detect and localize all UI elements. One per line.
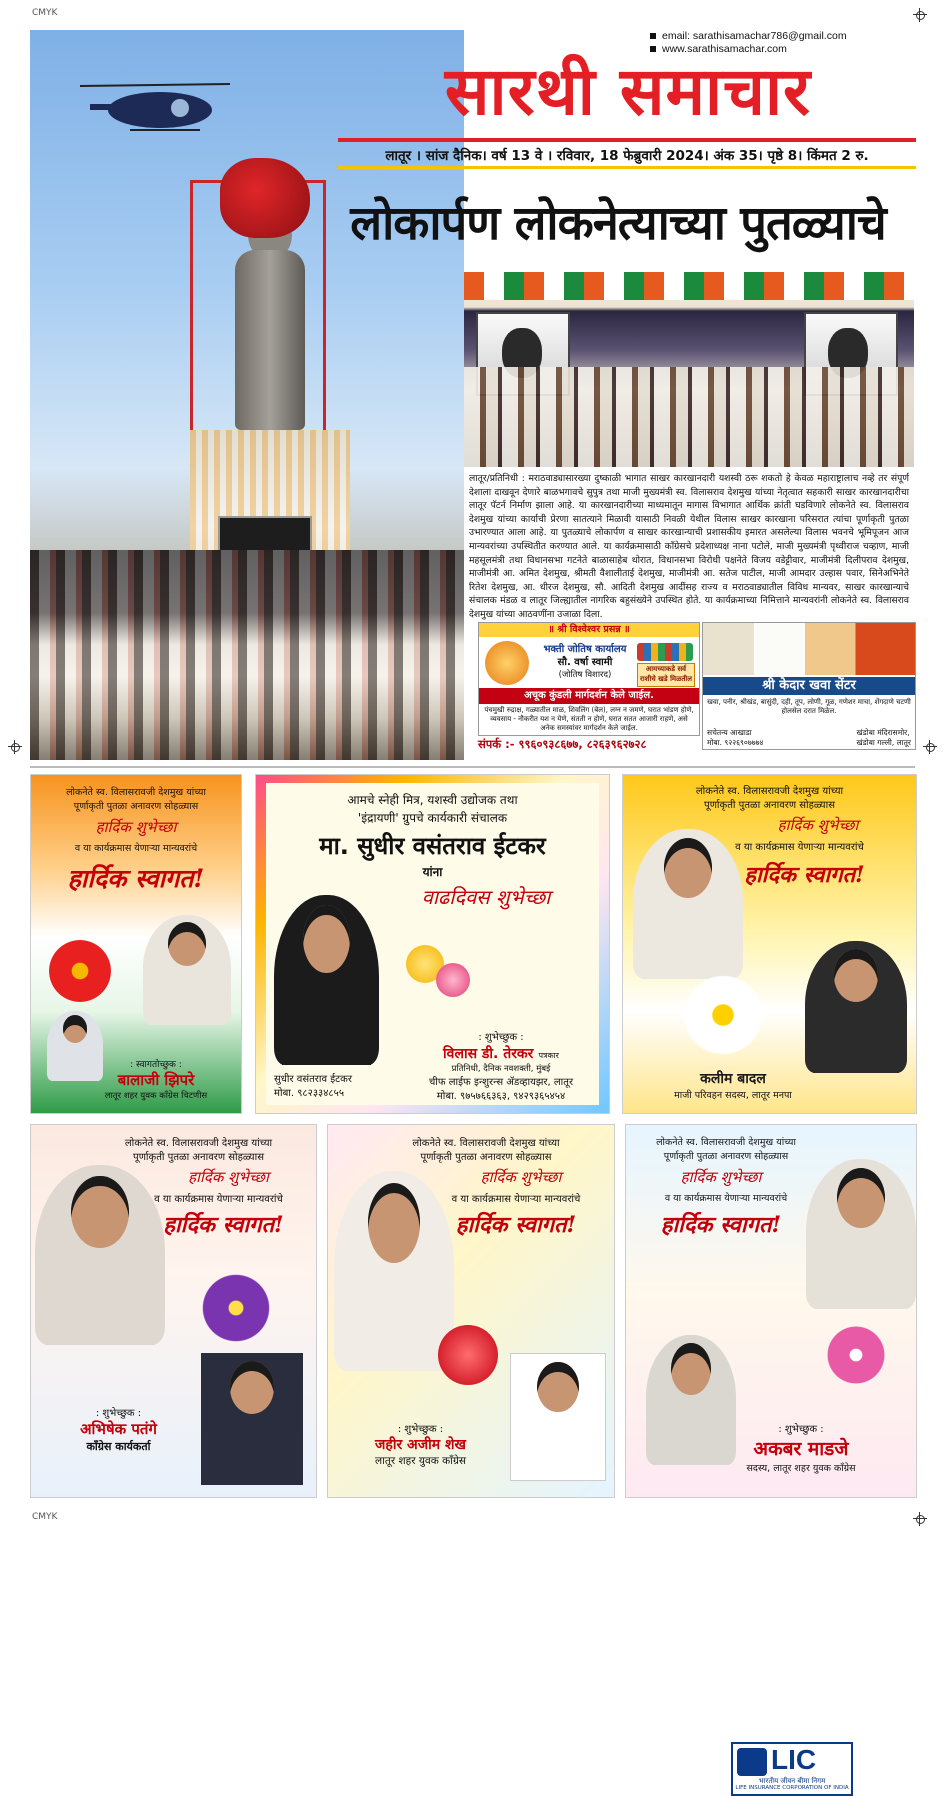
leader-portrait xyxy=(143,915,231,1025)
crosshair-icon xyxy=(8,740,22,754)
ad-details: पंचमुखी रुद्राक्ष, गळ्यातील माळ, शिवलिंग (बेल), लग्न न जमणे, घरात भांडण होणे, व्यवसाय - नौकरीत यश न येणे, संतती न होणे, घरात सतत आजारी राहणे, असे अनेक समस्यांवर मार्गदर्शन केले जाईल. xyxy=(484,706,694,732)
plaque xyxy=(218,516,312,554)
dateline: लातूर । सांज दैनिक। वर्ष 13 वे । रविवार, 18 फेब्रुवारी 2024। अंक 35। पृष्ठे 8। किंमत 2 रु. xyxy=(385,148,869,164)
ad-name: भक्ती जोतिष कार्यालय सौ. वर्षा स्वामी (जोतिष विशारद) xyxy=(543,644,627,680)
wisher-role: सदस्य, लातूर शहर युवक कॉंग्रेस xyxy=(746,1463,856,1474)
statue xyxy=(235,250,305,430)
greeting-ad-6: लोकनेते स्व. विलासरावजी देशमुख यांच्या पूर्णाकृती पुतळा अनावरण सोहळ्यास हार्दिक शुभेच्छा व या कार्यक्रमास येणाऱ्या मान्यवरांचे हार्दिक स्वागत! : शुभेच्छुक : अकबर माडजे सदस्य, लातूर शहर युवक कॉंग्रेस xyxy=(625,1124,917,1498)
greeting-ad-1: लोकनेते स्व. विलासरावजी देशमुख यांच्या पूर्णाकृती पुतळा अनावरण सोहळ्यास हार्दिक शुभेच्छा व या कार्यक्रमास येणाऱ्या मान्यवरांचे हार्दिक स्वागत! : स्वागतोच्छुक : बालाजी झिपरे लातूर शहर युवक कॉंग्रेस चिटणीस xyxy=(30,774,242,1114)
wisher-portrait xyxy=(201,1353,303,1485)
wisher-name: बालाजी झिपरे xyxy=(117,1071,195,1089)
event-stage-photo xyxy=(464,272,914,467)
divider xyxy=(338,138,916,142)
astrology-ad xyxy=(478,622,700,736)
lic-logo: LIC भारतीय जीवन बीमा निगम LIFE INSURANCE CORPORATION OF INDIA xyxy=(731,1742,853,1796)
wisher-role: कॉंग्रेस कार्यकर्ता xyxy=(86,1440,151,1453)
ad-band: अचूक कुंडली मार्गदर्शन केले जाईल. xyxy=(479,688,699,704)
cmyk-mark-bottom: CMYK xyxy=(32,1512,58,1522)
red-cloth xyxy=(220,158,310,238)
masthead-title: सारथी समाचार xyxy=(444,53,812,130)
crosshair-icon xyxy=(913,8,927,22)
wisher-label: : स्वागतोच्छुक : xyxy=(130,1060,182,1070)
headline: लोकार्पण लोकनेत्याच्या पुतळ्याचे xyxy=(350,196,886,251)
leader-portrait xyxy=(35,1165,165,1345)
article-body: लातूर/प्रतिनिधी : मराठवाड्यासारख्या दुष्काळी भागात साखर कारखानदारी यशस्वी ठरू शकतो हे केवळ महाराष्ट्रालाच नव्हे तर संपूर्ण देशाला दाखवून देणारे बाळभगावचे सुपुत्र तथा माजी मुख्यमंत्री स्व. विलासराव देशमुख यांच्या नेतृत्वात सहकारी साखर कारखानदारीचा लातूर पॅटर्न निर्माण झाला आहे. या कारखानदारीच्या माध्यमातून मागास विभागात आर्थिक क्रांती घडविणारे लोकनेते स्व. विलासराव देशमुख यांच्या कार्याची प्रेरणा सातत्याने मिळावी यासाठी निवळी येथील विलास साखर कारखाना परिसरात त्यांचा पूर्णाकृती पुतळा उभारण्यात आला आहे. या पुतळ्याचे लोकार्पण व साखर कारखान्याची प्रशासकीय इमारत असलेल्या विलास भवनचे भूमिपूजन आज मान्यवरांच्या उपस्थितीत करण्यात आले. या कार्यक्रमासाठी कॉंग्रेसचे प्रदेशाध्यक्ष नाना पटोले, माजी मुख्यमंत्री पृथ्वीराज चव्हाण, माजी महसूलमंत्री तथा विधानसभा गटनेते बाळासाहेब थोरात, विधानसभा विरोधी पक्षनेते विजय वडेट्टीवार, माजीमंत्री दिलीपराव देशमुख, माजीमंत्री आ. अमित देशमुख, श्रीमती वैशालीताई देशमुख, माजीमंत्री आ. सतेज पाटील, माजी आमदार उल्हास पवार, सिनेअभिनेते रितेश देशमुख, आ. धीरज देशमुख, सौ. आदिती देशमुख आदींसह राज्य व मराठवाड्यातील विविध मान्यवर, साखर कारखान्याचे संचालक मंडळ व लातूर जिल्ह्यातील नागरिक बहुसंख्येने उपस्थित होते. या कार्यक्रमाच्या निमित्ताने मान्यवरांनी लोकनेते स्व. विलासराव देशमुख यांच्या आठवणींना उजाळा दिला. xyxy=(469,473,909,620)
crowd xyxy=(30,550,464,760)
wisher-name: कलीम बादल xyxy=(700,1071,766,1087)
khawa-center-ad xyxy=(702,622,916,750)
rose-flower-icon xyxy=(438,1325,498,1385)
cmyk-mark-top: CMYK xyxy=(32,8,58,18)
website-line: www.sarathisamachar.com xyxy=(650,43,787,55)
wisher-portrait xyxy=(805,941,907,1073)
wisher-role: माजी परिवहन सदस्य, लातूर मनपा xyxy=(674,1090,792,1101)
ad-band: श्री केदार खवा सेंटर xyxy=(703,677,915,695)
greeting-ad-4: लोकनेते स्व. विलासरावजी देशमुख यांच्या पूर्णाकृती पुतळा अनावरण सोहळ्यास हार्दिक शुभेच्छा व या कार्यक्रमास येणाऱ्या मान्यवरांचे हार्दिक स्वागत! : शुभेच्छुक : अभिषेक पतंगे कॉंग्रेस कार्यकर्ता xyxy=(30,1124,317,1498)
wisher-name: अकबर माडजे xyxy=(753,1438,849,1460)
crocus-flower-icon xyxy=(201,1273,271,1343)
ganesh-icon xyxy=(485,641,529,685)
dairy-products-photo xyxy=(703,623,915,675)
wisher-role: लातूर शहर युवक कॉंग्रेस xyxy=(375,1455,466,1467)
rose-flower-icon xyxy=(436,963,470,997)
wisher-name: विलास डी. तेरकर xyxy=(443,1046,534,1062)
wisher-role: लातूर शहर युवक कॉंग्रेस चिटणीस xyxy=(104,1091,208,1101)
helicopter-icon xyxy=(70,80,240,140)
divider xyxy=(338,166,916,169)
wisher-name: अभिषेक पतंगे xyxy=(80,1420,157,1438)
ad-phone: संपर्क :- ९९६०९३८६७७, ८२६३९६२७२८ xyxy=(478,737,647,751)
honoree-portrait xyxy=(274,895,379,1065)
birthday-ad: आमचे स्नेही मित्र, यशस्वी उद्योजक तथा 'इंद्रायणी' ग्रुपचे कार्यकारी संचालक मा. सुधीर वसंतराव ईटकर यांना वाढदिवस शुभेच्छा LIC भारतीय जीवन बीमा निगम LIFE INSURANCE CORPORATION OF INDIA सुधीर वसंतराव ईटकर मोबा. ९८२३३४८५५ : शुभेच्छुक : विलास डी. तेरकर पत्रकार प्रतिनिधी, दैनिक नवशक्ती, मुंबई चीफ लाईफ इन्शुरन्स ॲडव्हायझर, लातूर मोबा. ९७५७६६३६३, ९४२९३६५४५४ xyxy=(255,774,610,1114)
news-article xyxy=(469,472,909,635)
email-line: email: sarathisamachar786@gmail.com xyxy=(650,30,847,42)
leader-portrait xyxy=(806,1159,916,1309)
leader-portrait xyxy=(633,829,743,979)
gemstones-icon xyxy=(637,643,693,661)
wisher-portrait xyxy=(510,1353,606,1481)
ad-top-line: ॥ श्री विश्वेश्वर प्रसन्न ॥ xyxy=(479,623,699,637)
gerbera-flower-icon xyxy=(49,940,111,1002)
ad-details: खवा, पनीर, श्रीखंड, बासुंदी, दही, तूप, लोणी, गूळ, गणेशर माचा, शेंगदाणे चटणी होलसेल दरात मिळेल. xyxy=(707,698,911,715)
greeting-ad-5: लोकनेते स्व. विलासरावजी देशमुख यांच्या पूर्णाकृती पुतळा अनावरण सोहळ्यास हार्दिक शुभेच्छा व या कार्यक्रमास येणाऱ्या मान्यवरांचे हार्दिक स्वागत! : शुभेच्छुक : जहीर अजीम शेख लातूर शहर युवक कॉंग्रेस xyxy=(327,1124,615,1498)
wisher-name: जहीर अजीम शेख xyxy=(375,1437,466,1453)
leader-portrait xyxy=(334,1171,454,1371)
gems-badge: आमच्याकडे सर्व राशीचे खडे मिळतील xyxy=(637,663,695,687)
divider xyxy=(30,766,915,768)
ad-footer: सचेतन्य आखाडा मोबा. ९२२६९०७७७४ खंडोबा मंदिरासमोर, खंडोबा गल्ली, लातूर xyxy=(707,728,911,747)
frangipani-flower-icon xyxy=(683,975,763,1055)
greeting-ad-3: लोकनेते स्व. विलासरावजी देशमुख यांच्या पूर्णाकृती पुतळा अनावरण सोहळ्यास हार्दिक शुभेच्छा व या कार्यक्रमास येणाऱ्या मान्यवरांचे हार्दिक स्वागत! कलीम बादल माजी परिवहन सदस्य, लातूर मनपा xyxy=(622,774,917,1114)
orchid-flower-icon xyxy=(826,1325,886,1385)
honoree-name: मा. सुधीर वसंतराव ईटकर xyxy=(319,832,546,860)
crosshair-icon xyxy=(913,1512,927,1526)
crosshair-icon xyxy=(923,740,937,754)
